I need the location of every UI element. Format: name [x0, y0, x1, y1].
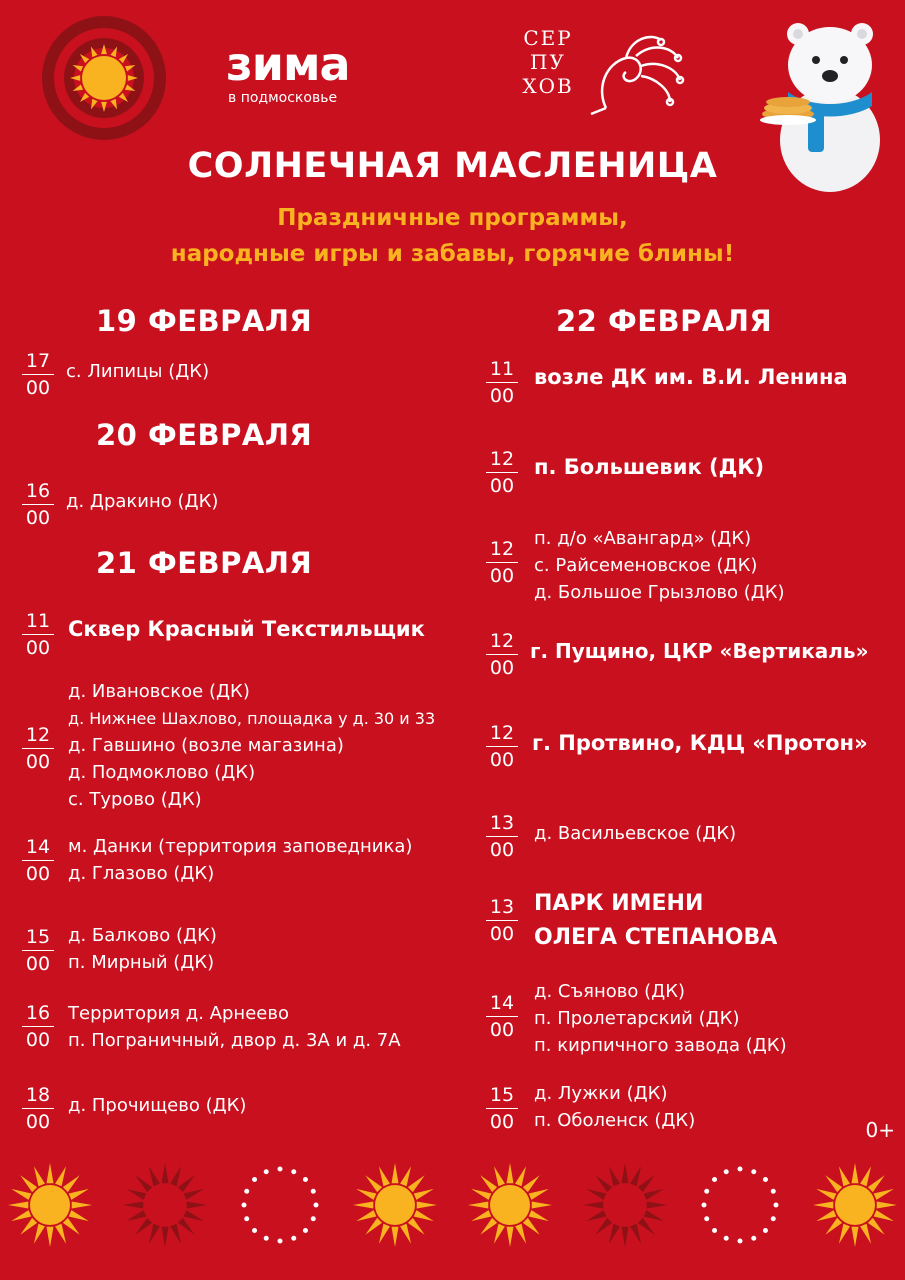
places-list — [66, 358, 209, 385]
place: п. д/о «Авангард» (ДК) — [534, 528, 752, 549]
places-list — [68, 922, 217, 976]
place: д. Лужки (ДК) — [534, 1083, 668, 1104]
day-title-20: 20 ФЕВРАЛЯ — [96, 418, 313, 452]
place: м. Данки (территория заповедника) — [68, 836, 413, 857]
place: д. Ивановское (ДК) — [68, 681, 250, 702]
day-title-19: 19 ФЕВРАЛЯ — [96, 304, 313, 338]
place: п. Большевик (ДК) — [534, 455, 765, 479]
places-list — [534, 454, 764, 481]
time-label: 12 00 — [22, 724, 54, 773]
place: д. Балково (ДК) — [68, 925, 217, 946]
footer-ornament — [8, 1163, 92, 1247]
time-label: 16 00 — [22, 1002, 54, 1051]
places-list — [68, 1000, 401, 1054]
place: д. Васильевское (ДК) — [534, 823, 737, 844]
time-label: 11 00 — [22, 610, 54, 659]
places-list — [534, 525, 785, 606]
day-title-22: 22 ФЕВРАЛЯ — [556, 304, 773, 338]
footer-ornament — [123, 1163, 207, 1247]
time-label: 14 00 — [486, 992, 518, 1041]
places-list — [534, 887, 777, 955]
place: п. Пролетарский (ДК) — [534, 1008, 740, 1029]
place: д. Подмоклово (ДК) — [68, 762, 256, 783]
time-label: 18 00 — [22, 1084, 54, 1133]
peacock-icon — [586, 28, 686, 118]
time-label: 16 00 — [22, 480, 54, 529]
place: с. Турово (ДК) — [68, 789, 202, 810]
place: ПАРК ИМЕНИ — [534, 891, 704, 916]
place: п. Оболенск (ДК) — [534, 1110, 696, 1131]
places-list — [534, 820, 736, 847]
city-logo-text: СЕР ПУ ХОВ — [522, 26, 574, 98]
time-label: 12 00 — [486, 630, 518, 679]
place: д. Гавшино (возле магазина) — [68, 735, 344, 756]
place: п. Мирный (ДК) — [68, 952, 215, 973]
footer-ornament — [702, 1167, 779, 1244]
places-list — [530, 638, 869, 665]
places-list — [68, 678, 435, 813]
time-label: 13 00 — [486, 896, 518, 945]
time-label: 12 00 — [486, 538, 518, 587]
place: Сквер Красный Текстильщик — [68, 617, 425, 641]
place: п. кирпичного завода (ДК) — [534, 1035, 787, 1056]
footer-ornament — [468, 1163, 552, 1247]
day-title-21: 21 ФЕВРАЛЯ — [96, 546, 313, 580]
time-label: 15 00 — [486, 1084, 518, 1133]
brand-title: зима — [226, 37, 350, 91]
time-label: 17 00 — [22, 350, 54, 399]
subtitle-line-2: народные игры и забавы, горячие блины! — [170, 241, 735, 267]
place: Территория д. Арнеево — [68, 1003, 289, 1024]
subtitle-line-1: Праздничные программы, — [277, 205, 628, 231]
time-label: 11 00 — [486, 358, 518, 407]
time-label: 14 00 — [22, 836, 54, 885]
places-list — [68, 833, 412, 887]
place: д. Съяново (ДК) — [534, 981, 686, 1002]
time-label: 12 00 — [486, 448, 518, 497]
place: возле ДК им. В.И. Ленина — [534, 365, 848, 389]
place: д. Большое Грызлово (ДК) — [534, 582, 785, 603]
place: п. Пограничный, двор д. 3А и д. 7А — [68, 1030, 401, 1051]
place: д. Дракино (ДК) — [66, 491, 219, 512]
serpukhov-logo — [516, 26, 686, 126]
place: ОЛЕГА СТЕПАНОВА — [534, 925, 778, 950]
footer-ornament — [353, 1163, 437, 1247]
footer-ornament — [583, 1163, 667, 1247]
brand-subtitle: в подмосковье — [228, 90, 338, 106]
age-rating: 0+ — [865, 1118, 895, 1142]
time-label: 12 00 — [486, 722, 518, 771]
place: д. Глазово (ДК) — [68, 863, 215, 884]
place: д. Нижнее Шахлово, площадка у д. 30 и 33 — [68, 709, 436, 728]
time-label: 13 00 — [486, 812, 518, 861]
brand-logo — [226, 37, 406, 106]
sun-ornament-logo — [40, 14, 168, 142]
footer-ornament — [813, 1163, 897, 1247]
places-list — [68, 1092, 246, 1119]
place: с. Райсеменовское (ДК) — [534, 555, 758, 576]
subtitle — [0, 200, 905, 272]
place: д. Прочищево (ДК) — [68, 1095, 247, 1116]
footer-sun-ornaments — [0, 1160, 905, 1270]
time-label: 15 00 — [22, 926, 54, 975]
main-title: СОЛНЕЧНАЯ МАСЛЕНИЦА — [187, 146, 718, 186]
places-list — [534, 978, 787, 1059]
place: г. Протвино, КДЦ «Протон» — [532, 731, 868, 755]
place: г. Пущино, ЦКР «Вертикаль» — [530, 639, 869, 663]
places-list — [534, 364, 848, 391]
places-list — [534, 1080, 695, 1134]
places-list — [68, 616, 425, 643]
places-list — [532, 730, 868, 757]
places-list — [66, 488, 218, 515]
place: с. Липицы (ДК) — [66, 361, 210, 382]
footer-ornament — [242, 1167, 319, 1244]
